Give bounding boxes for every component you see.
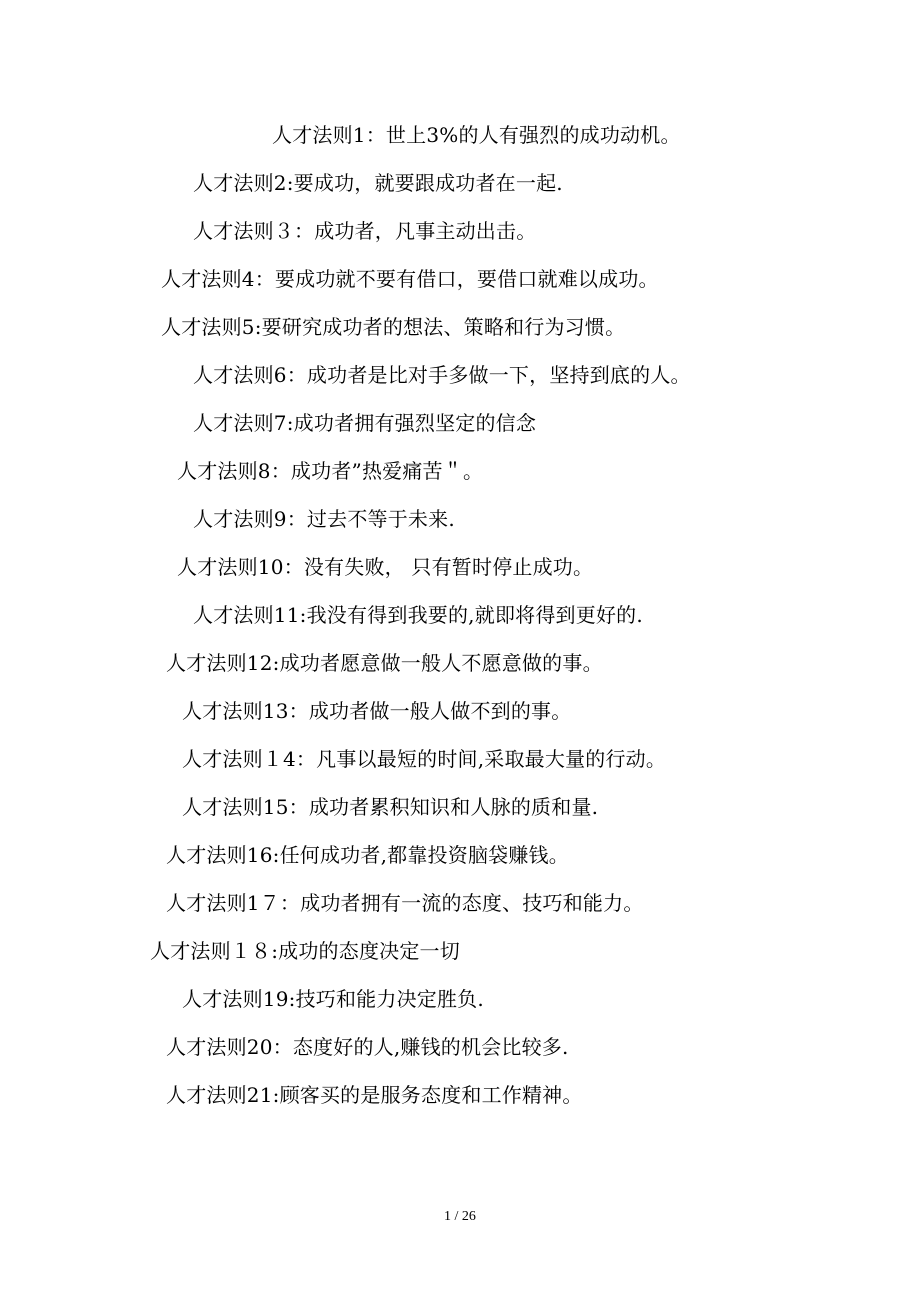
rule-3: 人才法则３：成功者，凡事主动出击。 [193,219,537,243]
rule-1: 人才法则1：世上3%的人有强烈的成功动机。 [272,123,681,147]
rule-11: 人才法则11:我没有得到我要的,就即将得到更好的. [193,603,643,627]
rule-13: 人才法则13：成功者做一般人做不到的事。 [182,699,572,723]
rule-18: 人才法则１８:成功的态度决定一切 [150,939,460,963]
rule-19: 人才法则19:技巧和能力决定胜负. [182,987,484,1011]
rule-16: 人才法则16:任何成功者,都靠投资脑袋赚钱。 [166,843,569,867]
rule-9: 人才法则9：过去不等于未来. [193,507,455,531]
rule-8: 人才法则8：成功者”热爱痛苦＂。 [177,459,484,483]
rule-12: 人才法则12:成功者愿意做一般人不愿意做的事。 [166,651,603,675]
rule-17: 人才法则1７：成功者拥有一流的态度、技巧和能力。 [166,891,644,915]
rule-21: 人才法则21:顾客买的是服务态度和工作精神。 [166,1083,583,1107]
rule-10: 人才法则10：没有失败， 只有暂时停止成功。 [177,555,594,579]
rule-5: 人才法则5:要研究成功者的想法、策略和行为习惯。 [161,315,626,339]
rule-20: 人才法则20：态度好的人,赚钱的机会比较多. [166,1035,569,1059]
rule-4: 人才法则4：要成功就不要有借口，要借口就难以成功。 [161,267,659,291]
page-number: 1 / 26 [444,1209,476,1224]
rule-14: 人才法则１4：凡事以最短的时间,采取最大量的行动。 [182,747,667,771]
rule-15: 人才法则15：成功者累积知识和人脉的质和量. [182,795,599,819]
rule-6: 人才法则6：成功者是比对手多做一下，坚持到底的人。 [193,363,691,387]
rule-2: 人才法则2:要成功，就要跟成功者在一起. [193,171,563,195]
rule-7: 人才法则7:成功者拥有强烈坚定的信念 [193,411,537,435]
